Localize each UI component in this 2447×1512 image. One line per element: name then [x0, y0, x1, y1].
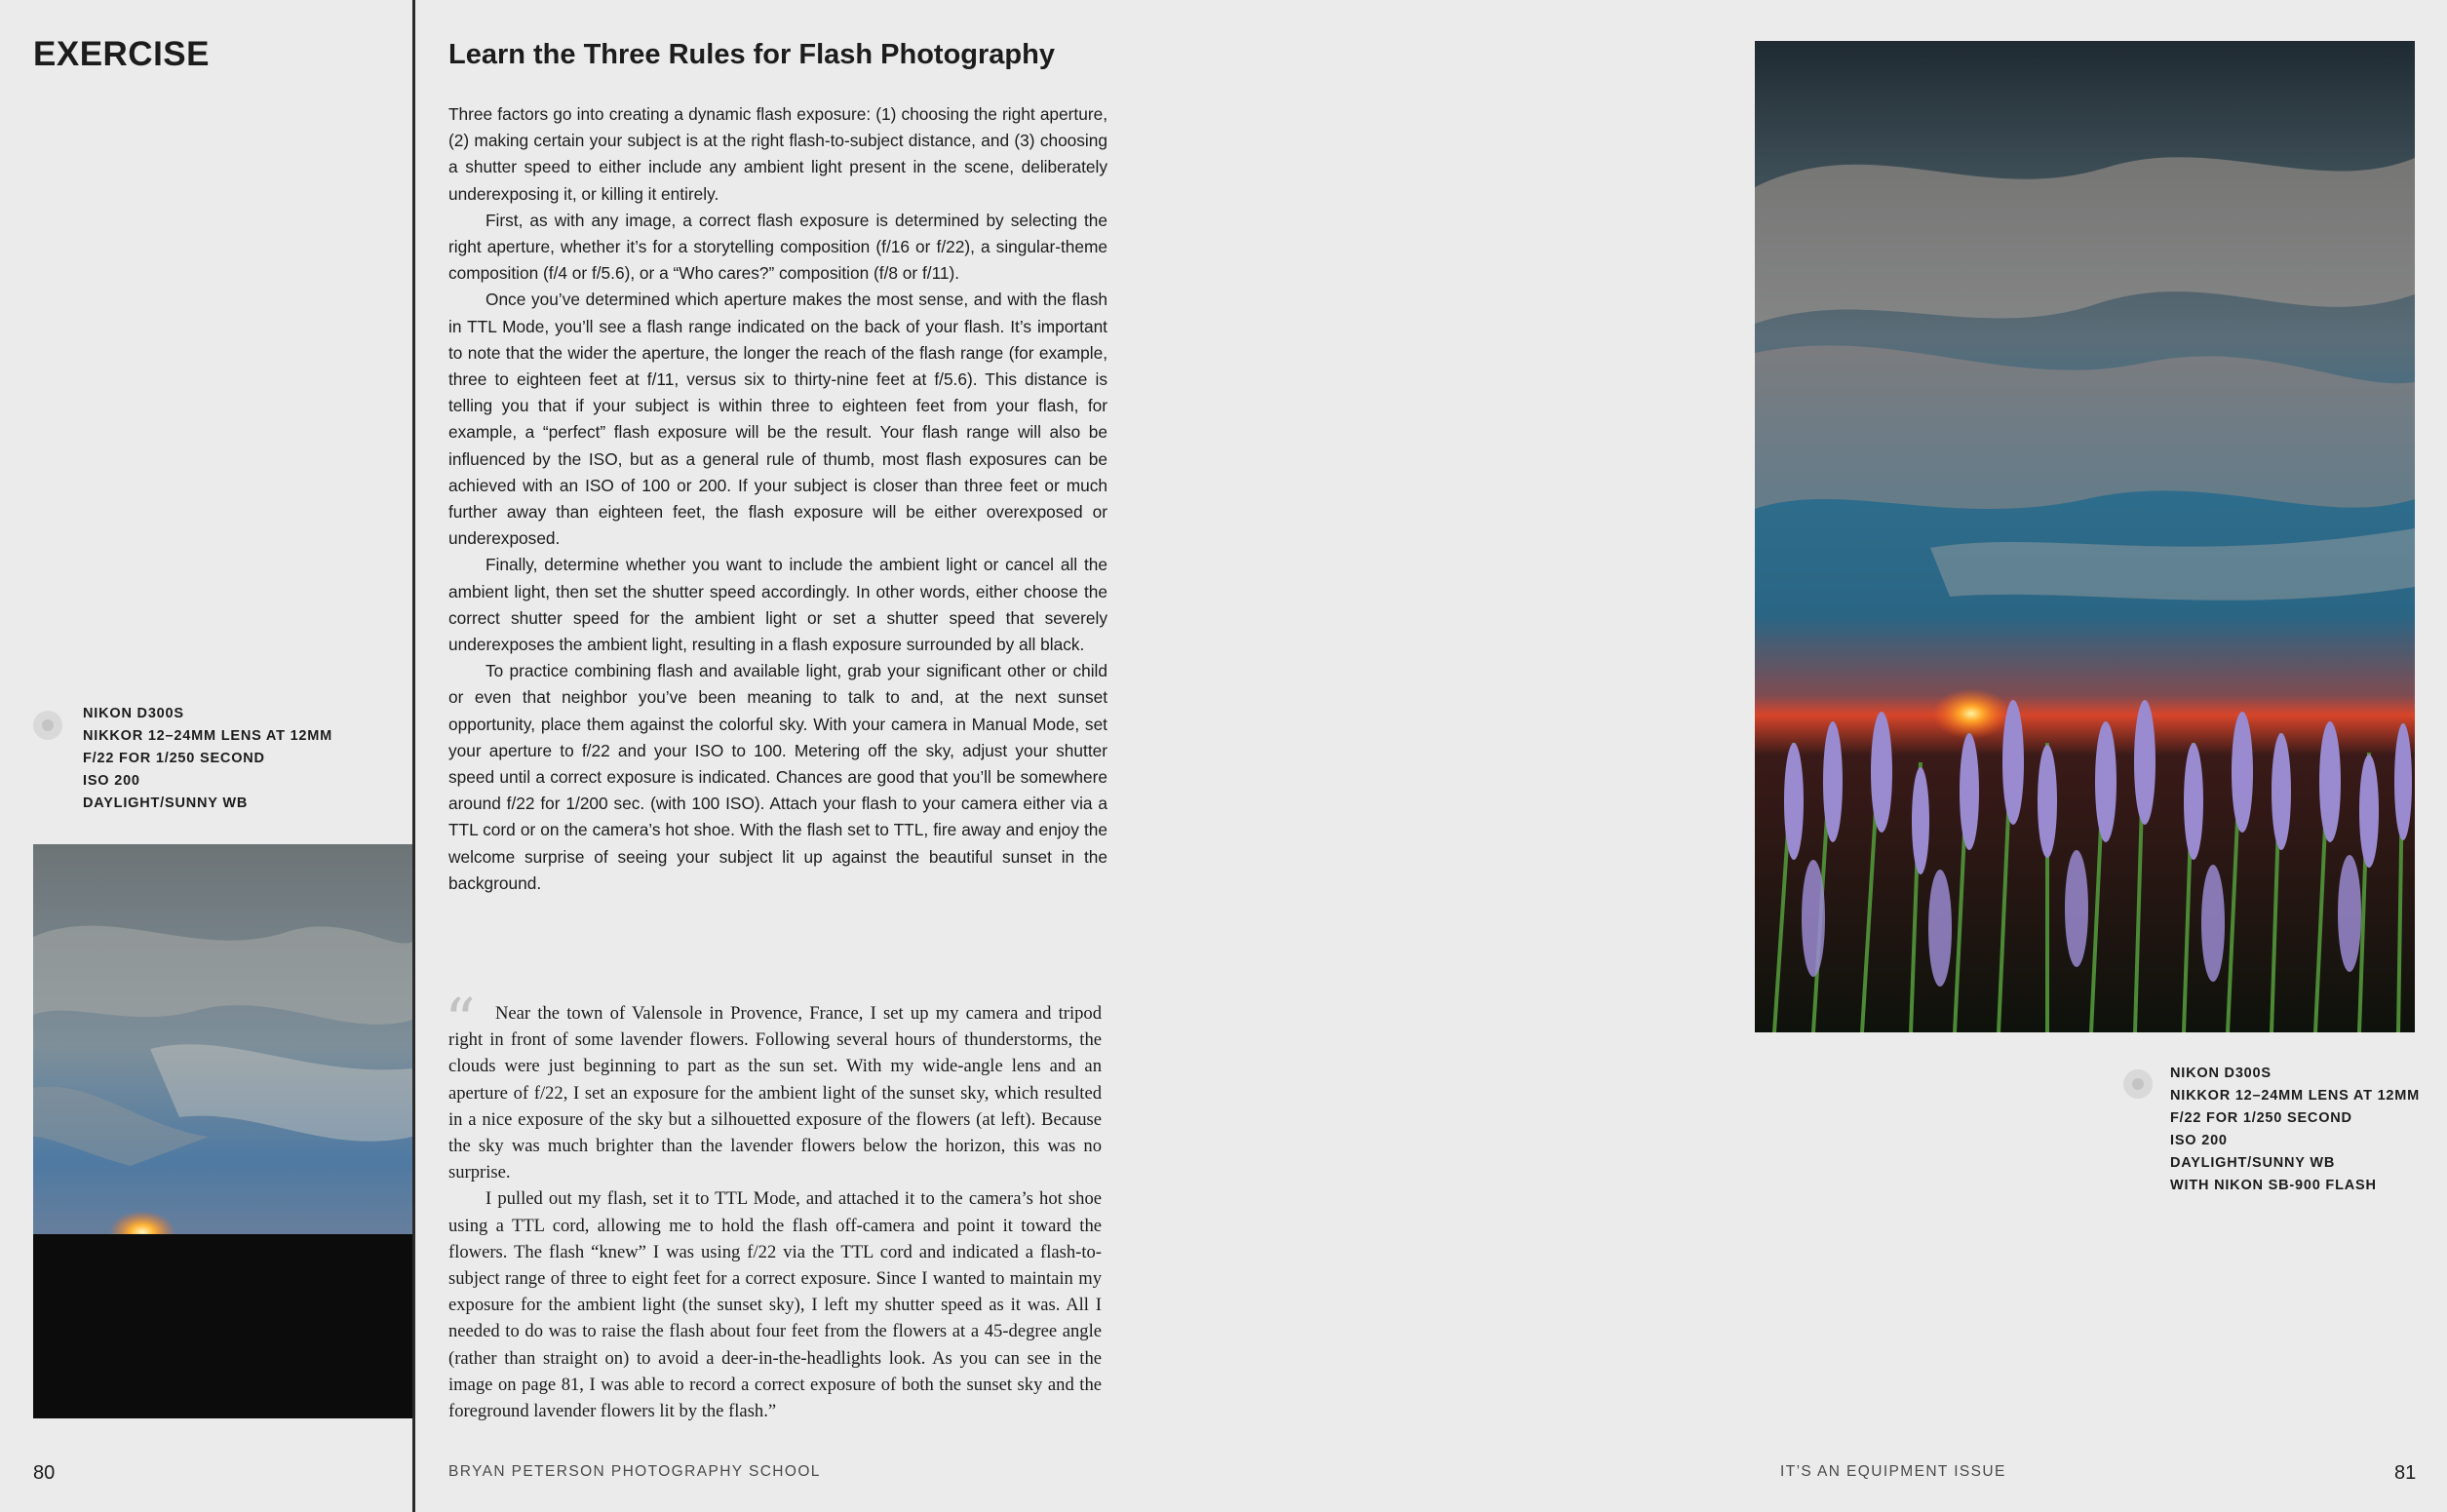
exif-caption-left — [83, 703, 332, 815]
body-paragraph: Finally, determine whether you want to include the ambient light or cancel all the ambient light, then set the shutter speed accordingly. In other words, either choose the correct shutter speed for the ambient light or set a shutter speed that severely underexposes the ambient light, resulting in a flash exposure surrounded by all black. — [448, 555, 1107, 655]
quote-mark: “ — [445, 985, 476, 1056]
pull-quote — [448, 1000, 1102, 1424]
exif-line: ISO 200 — [83, 773, 140, 789]
body-paragraph: Once you’ve determined which aperture makes the most sense, and with the flash in TTL Mode, you’ll see a flash range indicated on the back of your flash. It’s important to note that the wider the aperture, the longer the reach of the flash range (for example, three to eighteen feet at f/11, versus six to thirty-nine feet at f/5.6). This distance is telling you that if your subject is within three to eighteen feet from your flash, for example, a “perfect” flash exposure will be the result. Your flash range will also be influenced by the ISO, but as a general rule of thumb, most flash exposures can be achieved with an ISO of 100 or 200. If your subject is closer than three feet or much further away than eighteen feet, the flash exposure will be either overexposed or underexposed. — [448, 290, 1107, 549]
column-divider — [412, 0, 415, 1512]
lavender-flash-photo — [1755, 41, 2415, 1032]
body-paragraph: Three factors go into creating a dynamic flash exposure: (1) choosing the right aperture, (2) making certain your subject is at the right flash-to-subject distance, and (3) choosing a shutter speed to either include any ambient light present in the scene, deliberately underexposing it, or killing it entirely. — [448, 104, 1107, 204]
section-label: EXERCISE — [33, 35, 210, 73]
exif-line: NIKON D300S — [83, 706, 184, 721]
body-text — [448, 101, 1107, 897]
sunset-silhouette-photo — [33, 844, 412, 1418]
page-title: Learn the Three Rules for Flash Photography — [448, 39, 1055, 70]
body-paragraph: First, as with any image, a correct flash exposure is determined by selecting the right aperture, whether it’s for a storytelling composition (f/16 or f/22), a singular-theme composition (f/4 or f/5.6), or a “Who cares?” composition (f/8 or f/11). — [448, 210, 1107, 284]
exif-line: DAYLIGHT/SUNNY WB — [83, 795, 249, 811]
aperture-icon — [2123, 1069, 2153, 1099]
exif-line: F/22 FOR 1/250 SECOND — [2170, 1110, 2352, 1126]
exif-line: F/22 FOR 1/250 SECOND — [83, 751, 265, 766]
exif-line: WITH NIKON SB-900 FLASH — [2170, 1178, 2377, 1193]
page-number-right: 81 — [2394, 1462, 2417, 1484]
quote-paragraph: I pulled out my flash, set it to TTL Mode, and attached it to the camera’s hot shoe using a TTL cord, allowing me to hold the flash off-camera and point it toward the flowers. The flash “knew” I was using f/22 via the TTL cord and indicated a flash-to-subject range of three to eight feet for a correct exposure. Since I wanted to maintain my exposure for the ambient light (the sunset sky), I left my shutter speed as it was. All I needed to do was to raise the flash about four feet from the flowers at a 45-degree angle (rather than straight on) to avoid a deer-in-the-headlights look. As you can see in the image on page 81, I was able to record a correct exposure of both the sunset sky and the foreground lavender flowers lit by the flash.” — [448, 1188, 1102, 1422]
exif-line: NIKKOR 12–24MM LENS AT 12MM — [83, 728, 333, 744]
exif-line: NIKKOR 12–24MM LENS AT 12MM — [2170, 1088, 2421, 1104]
running-head-left: BRYAN PETERSON PHOTOGRAPHY SCHOOL — [448, 1463, 821, 1480]
exif-caption-right — [2170, 1063, 2420, 1197]
body-paragraph: To practice combining flash and available light, grab your significant other or child or even that neighbor you’ve been meaning to talk to and, at the next sunset opportunity, place them against the colorful sky. With your camera in Manual Mode, set your aperture to f/22 and your ISO to 100. Metering off the sky, adjust your shutter speed until a correct exposure is indicated. Chances are good that you’ll be somewhere around f/22 for 1/200 sec. (with 100 ISO). Attach your flash to your camera either via a TTL cord or on the camera’s hot shoe. With the flash set to TTL, fire away and enjoy the welcome surprise of seeing your subject lit up against the beautiful sunset in the background. — [448, 661, 1107, 893]
exif-line: NIKON D300S — [2170, 1066, 2272, 1081]
exif-line: DAYLIGHT/SUNNY WB — [2170, 1155, 2336, 1171]
running-head-right: IT’S AN EQUIPMENT ISSUE — [1780, 1463, 2006, 1480]
page-number-left: 80 — [33, 1462, 56, 1484]
aperture-icon — [33, 711, 62, 740]
exif-line: ISO 200 — [2170, 1133, 2228, 1148]
quote-paragraph: Near the town of Valensole in Provence, France, I set up my camera and tripod right in front of some lavender flowers. Following several hours of thunderstorms, the clouds were just beginning to part as the sun set. With my wide-angle lens and an aperture of f/22, I set an exposure for the ambient light of the sunset sky, which resulted in a nice exposure of the sky but a silhouetted exposure of the flowers (at left). Because the sky was much brighter than the lavender flowers below the horizon, this was no surprise. — [448, 1003, 1102, 1183]
